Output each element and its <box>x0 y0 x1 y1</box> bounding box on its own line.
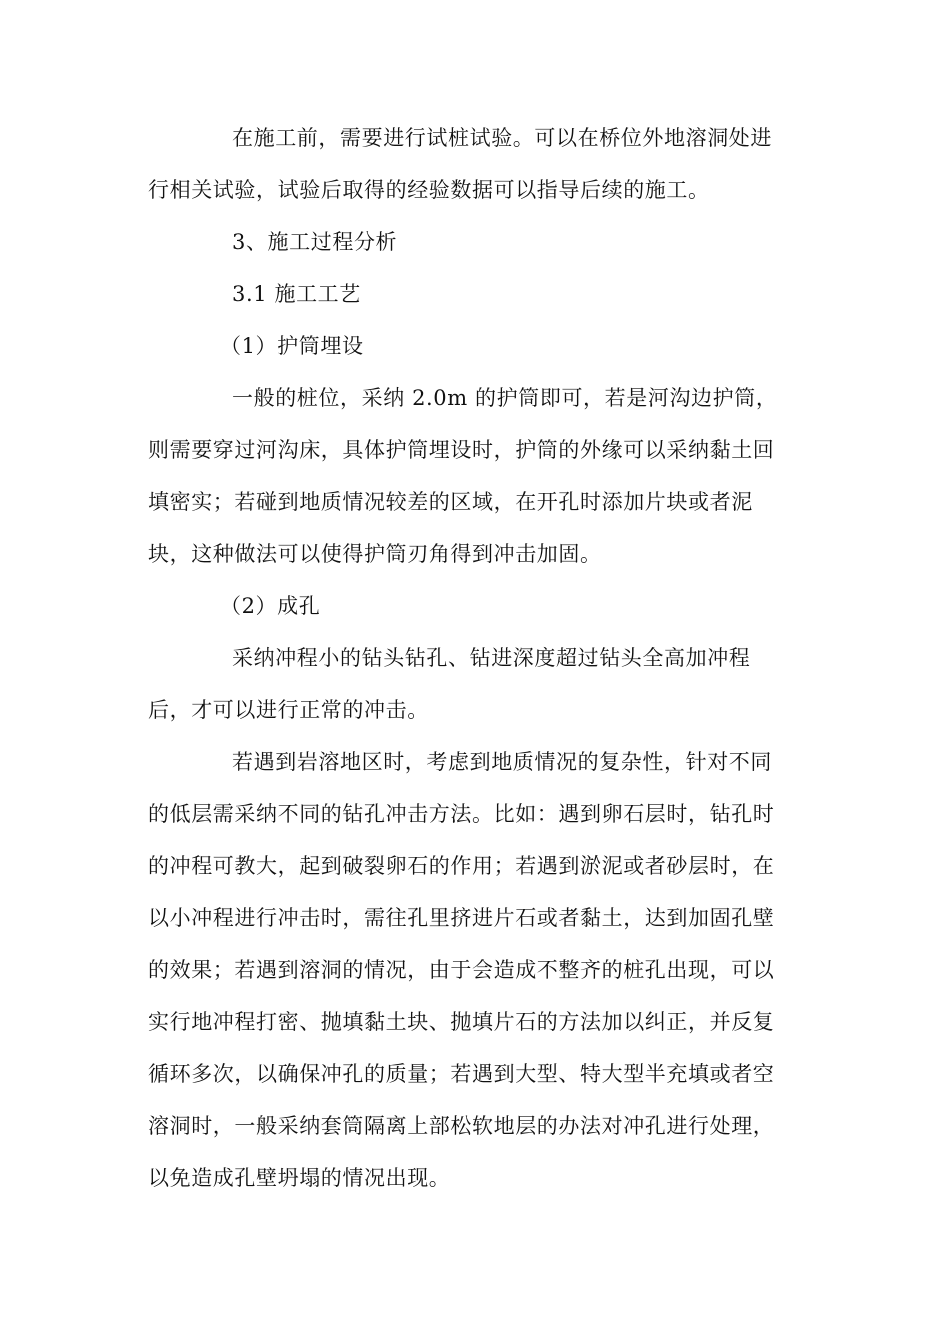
paragraph-line: 溶洞时，一般采纳套筒隔离上部松软地层的办法对冲孔进行处理， <box>148 1114 775 1138</box>
paragraph-line: 实行地冲程打密、抛填黏土块、抛填片石的方法加以纠正，并反复 <box>148 1010 775 1034</box>
paragraph-line: 的效果；若遇到溶洞的情况，由于会造成不整齐的桩孔出现，可以 <box>148 958 775 982</box>
paragraph-line: 块，这种做法可以使得护筒刃角得到冲击加固。 <box>148 542 602 566</box>
paragraph-line: 在施工前，需要进行试桩试验。可以在桥位外地溶洞处进 <box>232 126 772 150</box>
item-heading: （1）护筒埋设 <box>220 334 364 358</box>
paragraph-line: 填密实；若碰到地质情况较差的区域，在开孔时添加片块或者泥 <box>148 490 753 514</box>
paragraph-line: 以小冲程进行冲击时，需往孔里挤进片石或者黏土，达到加固孔壁 <box>148 906 775 930</box>
paragraph-line: 若遇到岩溶地区时，考虑到地质情况的复杂性，针对不同 <box>232 750 772 774</box>
subsection-heading: 3.1 施工工艺 <box>232 282 361 306</box>
item-heading: （2）成孔 <box>220 594 321 618</box>
paragraph-line: 后，才可以进行正常的冲击。 <box>148 698 429 722</box>
paragraph-line: 循环多次，以确保冲孔的质量；若遇到大型、特大型半充填或者空 <box>148 1062 775 1086</box>
paragraph-line: 以免造成孔壁坍塌的情况出现。 <box>148 1166 451 1190</box>
paragraph-line: 则需要穿过河沟床，具体护筒埋设时，护筒的外缘可以采纳黏土回 <box>148 438 775 462</box>
paragraph-line: 一般的桩位，采纳 2.0m 的护筒即可，若是河沟边护筒， <box>232 386 778 410</box>
paragraph-line: 的低层需采纳不同的钻孔冲击方法。比如：遇到卵石层时，钻孔时 <box>148 802 775 826</box>
section-heading: 3、施工过程分析 <box>232 230 398 254</box>
paragraph-line: 采纳冲程小的钻头钻孔、钻进深度超过钻头全高加冲程 <box>232 646 751 670</box>
paragraph-line: 的冲程可教大，起到破裂卵石的作用；若遇到淤泥或者砂层时，在 <box>148 854 775 878</box>
paragraph-line: 行相关试验，试验后取得的经验数据可以指导后续的施工。 <box>148 178 710 202</box>
